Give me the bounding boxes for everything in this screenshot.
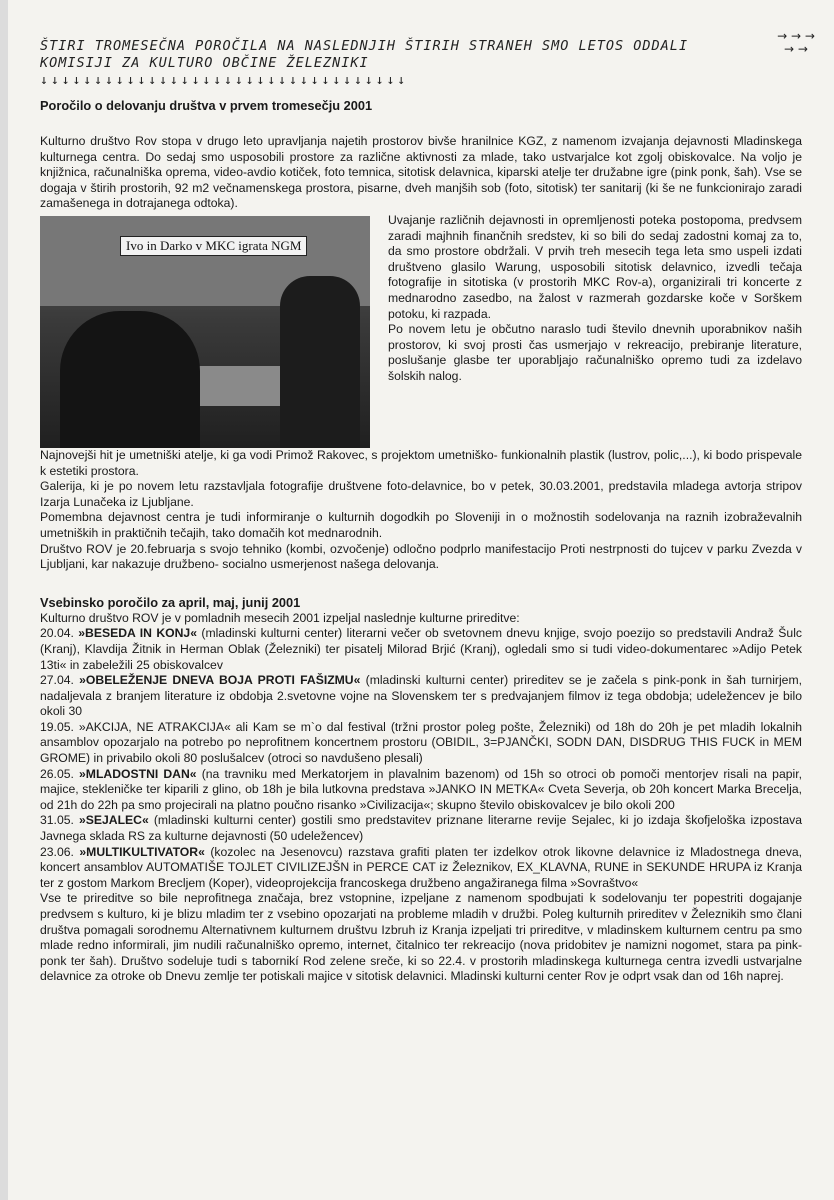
- handwritten-arrows: ↓↓↓↓↓↓↓↓↓↓↓↓↓↓↓↓↓↓↓↓↓↓↓↓↓↓↓↓↓↓↓↓↓↓: [40, 73, 409, 88]
- event-item: [40, 673, 802, 720]
- closing-paragraph: Vse te prireditve so bile neprofitnega značaja, brez vstopnine, izpeljane z namenom spodbujati k sodelovanju ter popestriti dogajanje predvsem s kulturo, ki je blizu mladim ter z vsebino opozarjati na probleme mladih v družbi. Poleg kulturnih prireditev v Železnikih smo člani društva pomagali sorodnemu Alternativnem kulturnem društvu Izbruh iz Kranja izpeljati tri prireditve, v mladinskem kulturnem centru pa smo mlade redno informirali, jim nudili računalniško opremo, internet, čitalnico ter rekreacijo (nova pridobitev je namizni nogomet, stara pa pink-ponk ter šah). Društvo sodeluje tudi s tabornikí Rod zelene sreče, ki so 22.4. v prostorih mladinskega kulturnega centra izvedli ustvarjalne delavnice za otroke ob Dnevu zemlje ter potiskali majice v sitotisk delavnici. Mladinski kulturni center Rov je odprt vsak dan od 16h naprej.: [40, 891, 802, 984]
- event-text: (mladinski kulturni center) literarni večer ob svetovnem dnevu knjige, svojo poezijo so predstavili Andraž Šulc (Kranj), Klavdija Žitnik in Herman Oblak (Železniki) ter pisatelj Milorad Brjić (Kranj), ogledali smo si tudi video-dokumentarec »Adijo Petek 13ti« in zabeležili 25 obiskovalcev: [40, 626, 802, 672]
- event-date: 19.05.: [40, 719, 74, 734]
- event-title: »SEJALEC«: [78, 813, 149, 828]
- event-date: 23.06.: [40, 844, 74, 859]
- event-text: ali Kam se m`o dal festival (tržni prostor poleg pošte, Železniki) od 18h do 20h je pet mladih lokalnih ansamblov opozarjalo na potrebo po neprofitnem koncertnem prostoru (OBIDIL, 3=PJANČKI, SODN DAN, DISDRUG THIS FUCK in MEM GROME) in privabilo okoli 80 poslušalcev (otroci so navdušeno plesali): [40, 719, 803, 766]
- event-date: 26.05.: [40, 766, 74, 781]
- event-item: [40, 813, 802, 844]
- photo-row: [40, 213, 802, 448]
- paragraph: Društvo ROV je 20.februarja s svojo tehniko (kombi, ozvočenje) odločno podprlo manifestacijo Proti nestrpnosti do tujcev v parku Zvezda v Ljubljani, kar nakazuje družbeno- socialno usmerjenost našega delovanja.: [40, 541, 802, 572]
- photo-caption: Ivo in Darko v MKC igrata NGM: [120, 236, 307, 256]
- event-title: »MULTIKULTIVATOR«: [79, 844, 205, 859]
- handwritten-note: [40, 38, 780, 89]
- event-item: [40, 720, 802, 767]
- event-date: 20.04.: [40, 626, 74, 641]
- event-item: [40, 845, 802, 892]
- handwritten-line-2: KOMISIJI ZA KULTURO OBČINE ŽELEZNIKI: [40, 55, 369, 71]
- event-text: (na travniku med Merkatorjem in plavalnim bazenom) od 15h so otroci ob pomoči mentorjev risali na papir, majice, stekleničke ter kiparili z glino, ob 18h je bila lutkovna predstava »JANKO IN METKA« Cveta Severja, ob 20h koncert Marka Brecelja, od 21h do 22h pa smo projecirali na platno poučno risanko »Civilizacija«; skupno število obiskovalcev je bilo okoli 200: [40, 766, 802, 812]
- scanned-page: [8, 0, 834, 1200]
- event-text: (mladinski kulturni center) gostili smo predstavitev priznane literarne revije Sejalec, ki jo izdaja škofjeloška izpostava Javnega sklada RS za kulturne dejavnosti (50 udeležencev): [40, 813, 802, 844]
- event-title: »BESEDA IN KONJ«: [78, 626, 197, 641]
- section2-intro: Kulturno društvo ROV je v pomladnih mesecih 2001 izpeljal naslednje kulturne prireditve:: [40, 610, 520, 625]
- section2-heading: Vsebinsko poročilo za april, maj, junij 2001: [40, 594, 301, 610]
- event-title: »AKCIJA, NE ATRAKCIJA«: [78, 719, 231, 734]
- paragraph: Pomembna dejavnost centra je tudi informiranje o kulturnih dogodkih po Sloveniji in o možnostih sodelovanja na raznih izobraževalnih umetniških in praktičnih tečajih, tako domačih kot mednarodnih.: [40, 510, 802, 540]
- event-text: (kozolec na Jesenovcu) razstava grafiti platen ter izdelkov otrok likovne delavnice iz Mladostnega dneva, koncert ansamblov AUTOMATIŠE TOJLET CIVILIZEJŠN in PERCE CAT iz Železnikov, EX_KLAVNA, RUNE in SEKUNDE HRUPA iz Kranja ter z gostom Markom Brecljem (Koper), videoprojekcija francoskega družbeno angažiranega filma »Sovraštvo«: [40, 844, 803, 890]
- paragraph: Uvajanje različnih dejavnosti in opremljenosti poteka postopoma, predvsem zaradi majhnih finančnih sredstev, ki so bili do sedaj zadostni komaj za to, da smo prostore obdržali. V prvih treh mesecih tega leta smo uspeli izdati društveno glasilo Warung, usposobili sitotisk delavnico, izvedli tečaja fotografije in sitotiska (v prostorih MKC Rov-a), organizirali tri koncerte z mednarodno zasedbo, na žalost v razmerah gozdarske koče v Sorškem potoku, ki razpada.: [388, 212, 802, 321]
- event-text: (mladinski kulturni center) prireditev se je začela s pink-ponk in šah turnirjem, nadaljevala z branjem literature iz obdobja 2.svetovne vojne na Slovenskem ter s predvajanjem filmov iz tega obdobja; udeležencev je bilo okoli 30: [40, 673, 802, 719]
- section1-heading: Poročilo o delovanju društva v prvem tromesečju 2001: [40, 98, 373, 113]
- photo-side-text: [388, 213, 802, 448]
- event-item: [40, 626, 802, 673]
- paragraph: Najnovejši hit je umetniški atelje, ki ga vodi Primož Rakovec, s projektom umetniško- funkionalnih plastik (lustrov, polic,...), ki bodo prispevale k estetiki prostora.: [40, 447, 802, 478]
- paragraph: Kulturno društvo Rov stopa v drugo leto upravljanja najetih prostorov bivše hranilnice KGZ, z namenom izvajanja dejavnosti Mladinskega kulturnega centra. Do sedaj smo usposobili prostore za različne aktivnosti za mlade, tako ustvarjalce kot zgolj obiskovalce. Na voljo je knjižnica, računalniška oprema, video-avdio kotiček, foto temnica, sitotisk delavnica, kiparski atelje ter družabne igre (pink ponk, šah). Vse se dogaja v štirih prostorih, 92 m2 večnamenskega prostora, pisarne, dveh manjših sob (foto, sitotisk) ter sanitarij (ki še ne funkcionirajo zaradi zamašenega in dotrajanega odtoka).: [40, 134, 802, 211]
- side-arrows: → → → → →: [777, 29, 815, 56]
- photo: [40, 216, 370, 448]
- event-title: »OBELEŽENJE DNEVA BOJA PROTI FAŠIZMU«: [79, 673, 361, 688]
- paragraph: Po novem letu je občutno naraslo tudi število dnevnih uporabnikov naših prostorov, ki svoj prosti čas usmerjajo v rekreacijo, prebiranje literature, poslušanje glasbe ter uporabljajo računalniško opremo tudi za izdelavo šolskih nalog.: [388, 322, 802, 383]
- document-body: [40, 98, 802, 985]
- paragraph: Galerija, ki je po novem letu razstavljala fotografije društvene foto-delavnice, bo v petek, 30.03.2001, predstavila mladega avtorja stripov Izarja Lunačeka iz Ljubljane.: [40, 479, 802, 509]
- event-item: [40, 767, 802, 814]
- event-date: 27.04.: [40, 673, 74, 688]
- handwritten-line-1: ŠTIRI TROMESEČNA POROČILA NA NASLEDNJIH ŠTIRIH STRANEH SMO LETOS ODDALI: [40, 38, 689, 54]
- event-date: 31.05.: [40, 813, 74, 828]
- event-title: »MLADOSTNI DAN«: [79, 766, 197, 781]
